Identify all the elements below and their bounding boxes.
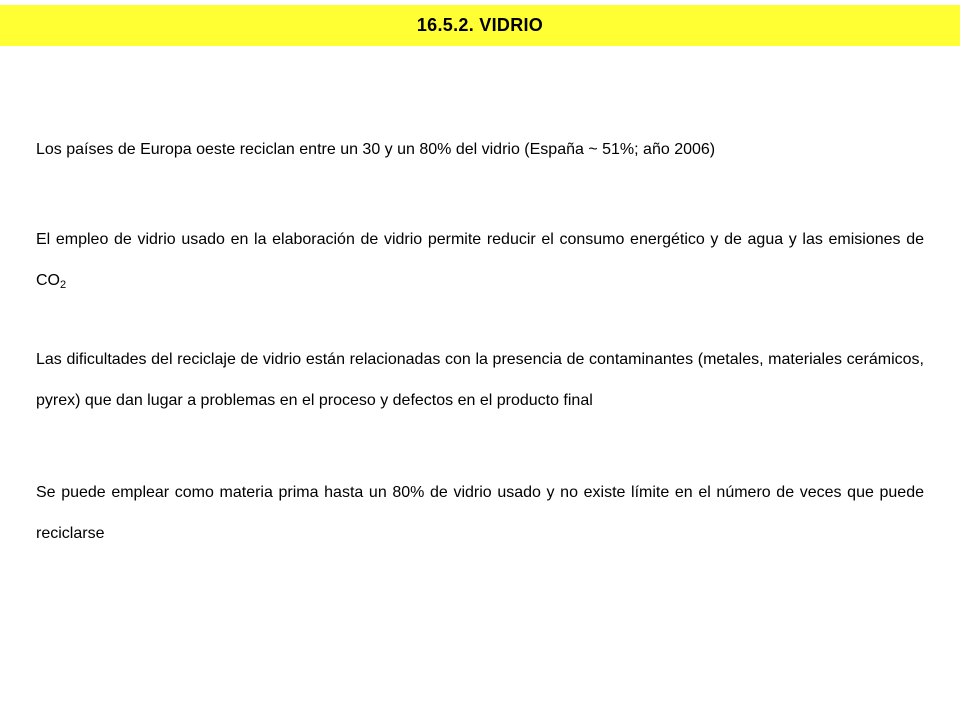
paragraph-text: El empleo de vidrio usado en la elaboración de vidrio permite reducir el consumo energético y de agua y las emisiones de CO [36,231,924,289]
paragraph-energy-savings [36,219,924,301]
paragraph-difficulties [36,339,924,421]
paragraph-text: Los países de Europa oeste reciclan entre un 30 y un 80% del vidrio (España ~ 51%; año 2006) [36,141,716,158]
paragraph-recycling-rates [36,129,924,170]
title-bar [0,5,960,46]
paragraph-text: Las dificultades del reciclaje de vidrio están relacionadas con la presencia de contaminantes (metales, materiales cerámicos, pyrex) que dan lugar a problemas en el proceso y defectos en el producto final [36,351,924,409]
slide-title: 16.5.2. VIDRIO [416,15,544,35]
paragraph-raw-material [36,472,924,554]
co2-subscript: 2 [60,279,67,291]
paragraph-text: Se puede emplear como materia prima hasta un 80% de vidrio usado y no existe límite en el número de veces que puede reciclarse [36,484,924,542]
